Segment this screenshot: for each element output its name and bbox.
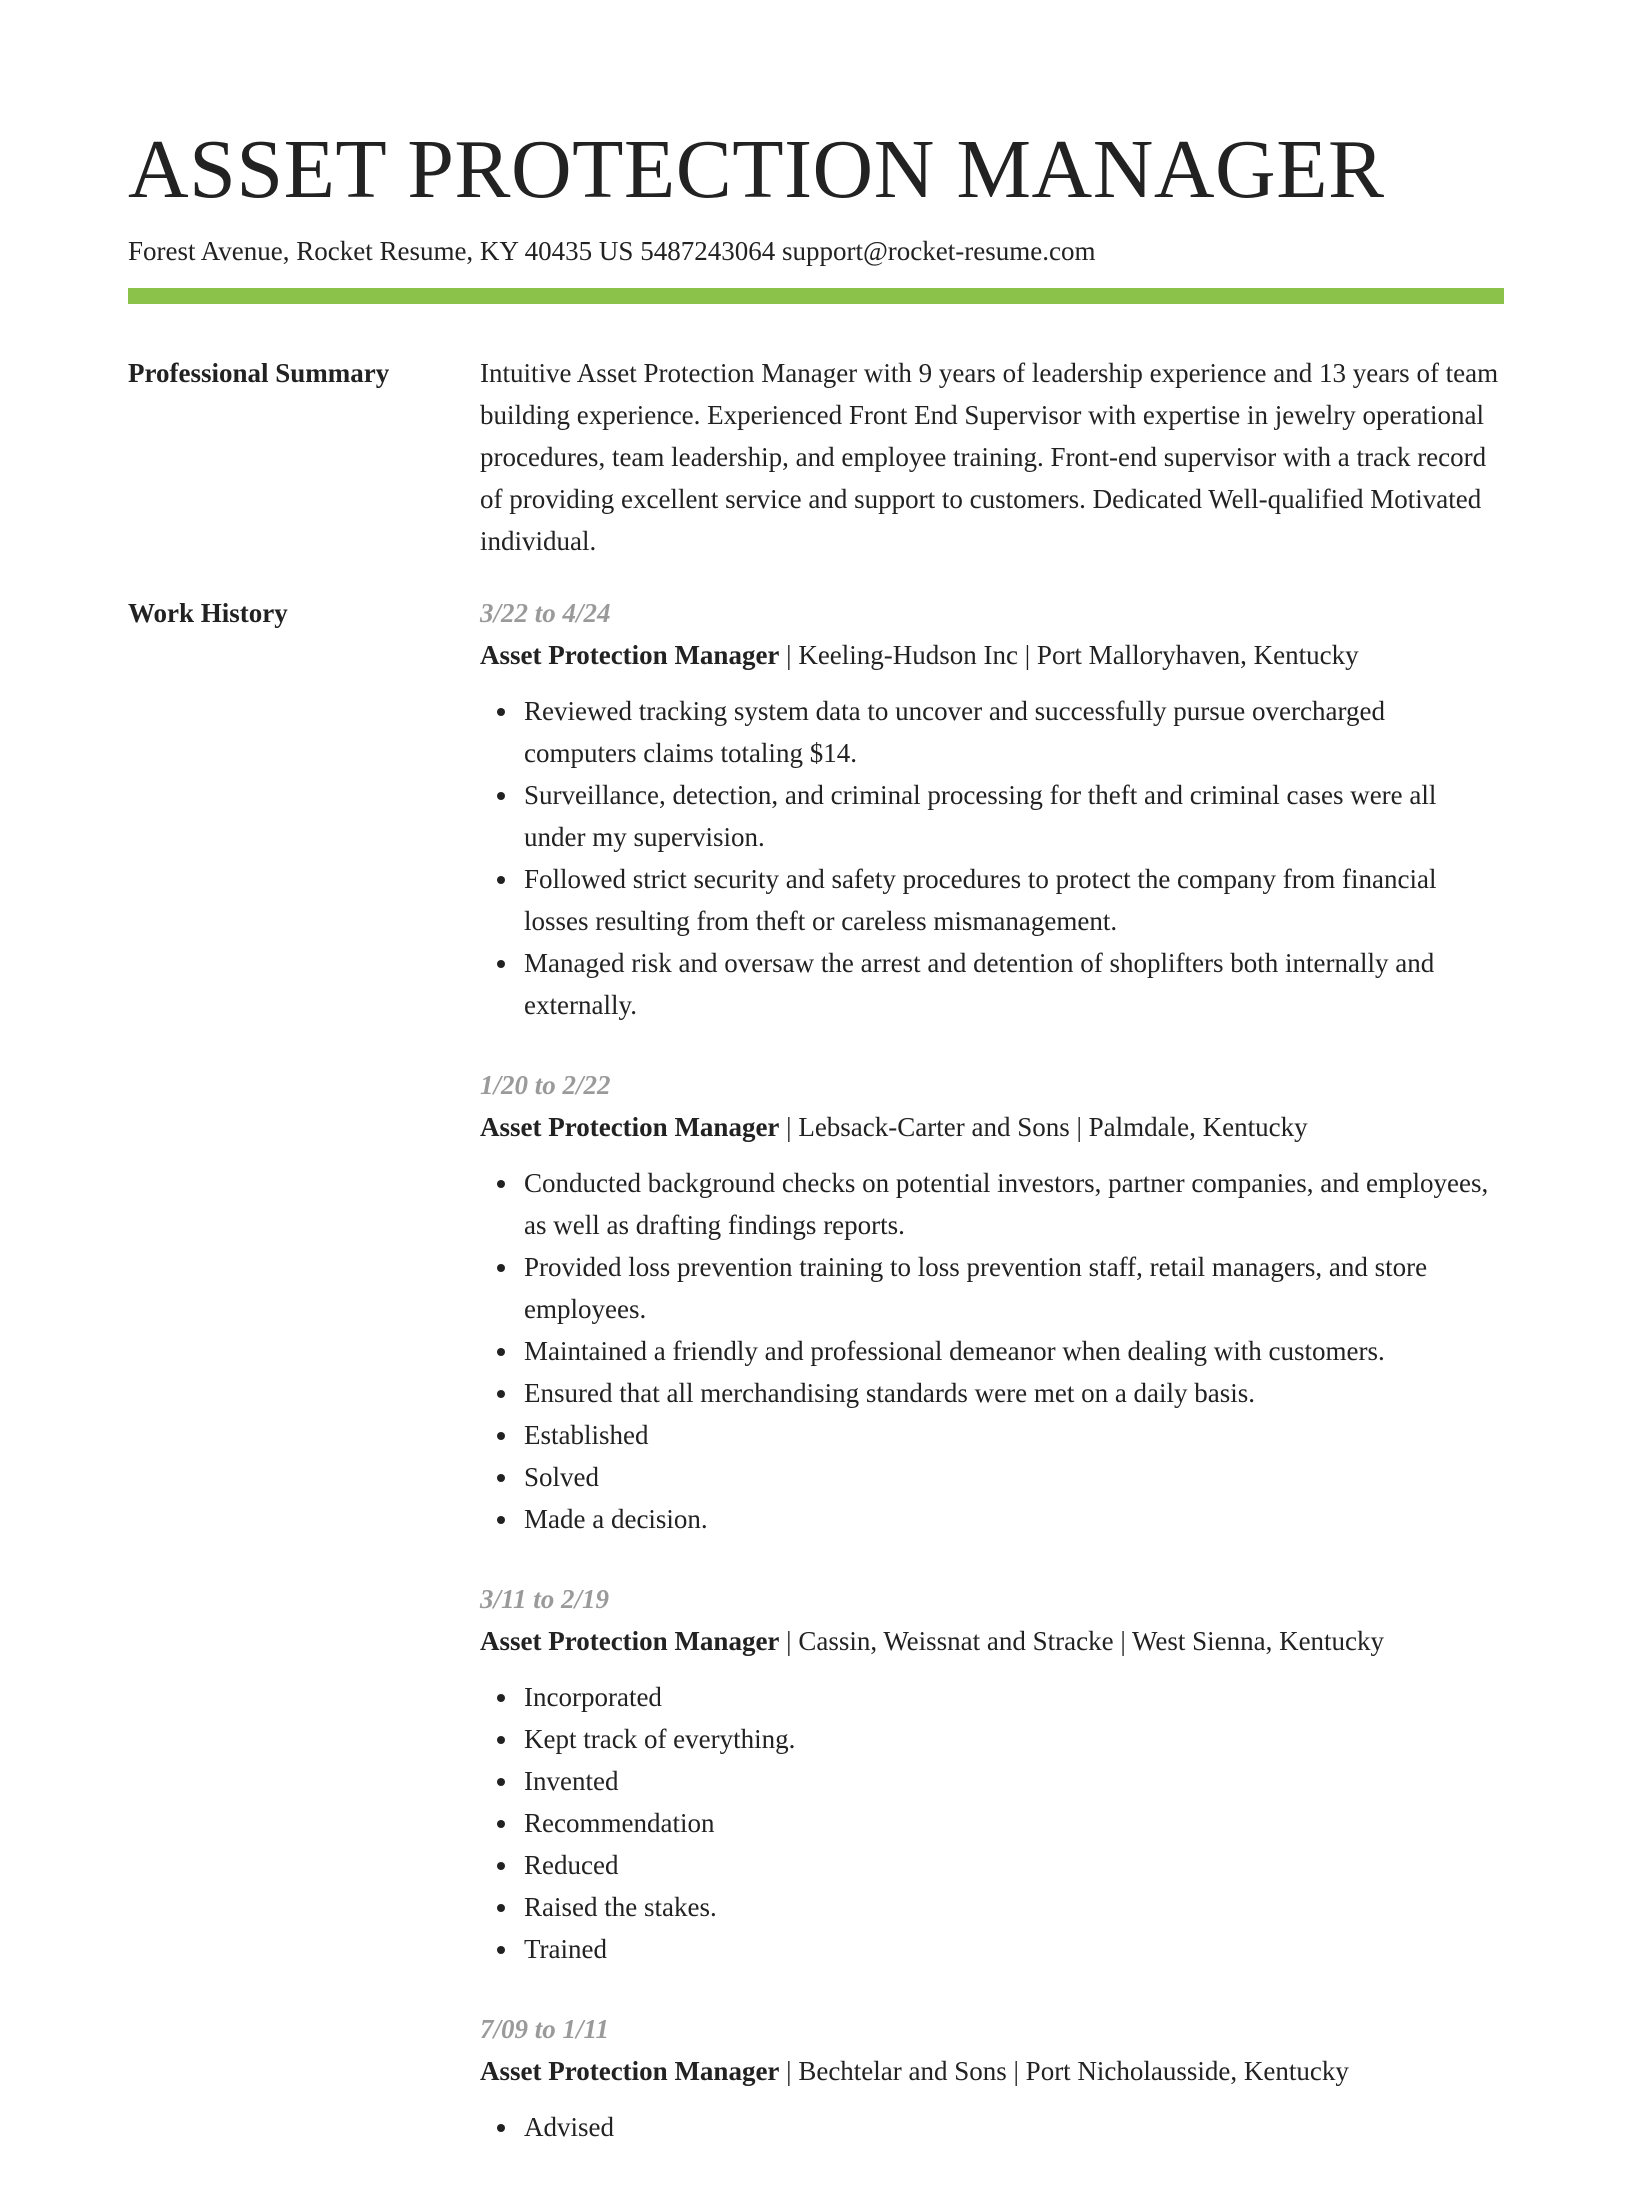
- job-date: 3/11 to 2/19: [480, 1584, 610, 1614]
- job-heading: [480, 2050, 1504, 2092]
- job-entry: [480, 1578, 1504, 1970]
- header-divider: [128, 288, 1504, 304]
- job-bullet: Made a decision.: [524, 1498, 1504, 1540]
- job-entry: [480, 592, 1504, 1026]
- job-bullet: Maintained a friendly and professional demeanor when dealing with customers.: [524, 1330, 1504, 1372]
- job-bullet: Kept track of everything.: [524, 1718, 1504, 1760]
- job-title: Asset Protection Manager: [480, 1112, 780, 1142]
- job-title: Asset Protection Manager: [480, 2056, 780, 2086]
- job-bullet: Trained: [524, 1928, 1504, 1970]
- resume-page: [128, 118, 1504, 2186]
- job-details: | Lebsack-Carter and Sons | Palmdale, Kentucky: [779, 1112, 1308, 1142]
- job-bullet: Conducted background checks on potential investors, partner companies, and employees, as well as drafting findings reports.: [524, 1162, 1504, 1246]
- job-bullet: Incorporated: [524, 1676, 1504, 1718]
- job-bullet: Ensured that all merchandising standards were met on a daily basis.: [524, 1372, 1504, 1414]
- job-bullet: Established: [524, 1414, 1504, 1456]
- job-title: Asset Protection Manager: [480, 640, 780, 670]
- work-history-section: [128, 592, 1504, 2186]
- job-bullet: Advised: [524, 2106, 1504, 2148]
- professional-summary-body: [480, 352, 1504, 562]
- resume-title: ASSET PROTECTION MANAGER: [128, 123, 1385, 216]
- job-bullet: Raised the stakes.: [524, 1886, 1504, 1928]
- job-bullet: Surveillance, detection, and criminal processing for theft and criminal cases were all under my supervision.: [524, 774, 1504, 858]
- job-title: Asset Protection Manager: [480, 1626, 780, 1656]
- work-history-body: [480, 592, 1504, 2186]
- job-date: 1/20 to 2/22: [480, 1070, 611, 1100]
- job-heading: [480, 1620, 1504, 1662]
- job-bullet: Solved: [524, 1456, 1504, 1498]
- professional-summary-section: [128, 352, 1504, 562]
- job-bullet: Managed risk and oversaw the arrest and detention of shoplifters both internally and externally.: [524, 942, 1504, 1026]
- job-date: 7/09 to 1/11: [480, 2014, 610, 2044]
- job-bullet: Provided loss prevention training to loss prevention staff, retail managers, and store employees.: [524, 1246, 1504, 1330]
- job-bullet: Followed strict security and safety procedures to protect the company from financial losses resulting from theft or careless mismanagement.: [524, 858, 1504, 942]
- job-entry: [480, 2008, 1504, 2148]
- job-bullet: Invented: [524, 1760, 1504, 1802]
- professional-summary-label: Professional Summary: [128, 358, 390, 388]
- job-bullet-list: [480, 2106, 1504, 2148]
- job-bullet: Reduced: [524, 1844, 1504, 1886]
- job-heading: [480, 634, 1504, 676]
- job-bullet-list: [480, 1676, 1504, 1970]
- job-details: | Keeling-Hudson Inc | Port Malloryhaven, Kentucky: [779, 640, 1359, 670]
- job-bullet-list: [480, 1162, 1504, 1540]
- contact-line: Forest Avenue, Rocket Resume, KY 40435 US 5487243064 support@rocket-resume.com: [128, 236, 1096, 266]
- job-bullet: Recommendation: [524, 1802, 1504, 1844]
- job-details: | Bechtelar and Sons | Port Nicholausside, Kentucky: [779, 2056, 1349, 2086]
- professional-summary-text: Intuitive Asset Protection Manager with 9 years of leadership experience and 13 years of team building experience. Experienced Front End Supervisor with expertise in jewelry operational procedures, team leadership, and employee training. Front-end supervisor with a track record of providing excellent service and support to customers. Dedicated Well-qualified Motivated individual.: [480, 358, 1499, 556]
- job-entry: [480, 1064, 1504, 1540]
- job-heading: [480, 1106, 1504, 1148]
- job-bullet-list: [480, 690, 1504, 1026]
- job-details: | Cassin, Weissnat and Stracke | West Sienna, Kentucky: [779, 1626, 1385, 1656]
- job-date: 3/22 to 4/24: [480, 598, 611, 628]
- job-bullet: Reviewed tracking system data to uncover and successfully pursue overcharged computers claims totaling $14.: [524, 690, 1504, 774]
- work-history-label: Work History: [128, 598, 288, 628]
